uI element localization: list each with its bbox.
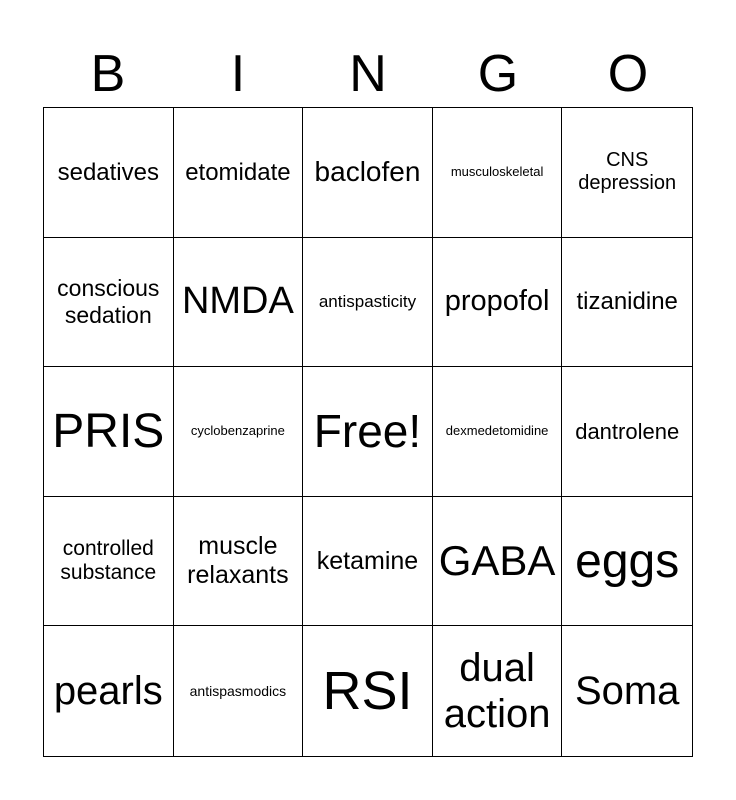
bingo-cell-r5c2[interactable]: antispasmodics (174, 626, 304, 756)
bingo-cell-r3c2[interactable]: cyclobenzaprine (174, 367, 304, 497)
bingo-cell-r2c4[interactable]: propofol (433, 238, 563, 368)
bingo-cell-r5c1[interactable]: pearls (44, 626, 174, 756)
bingo-cell-r4c1[interactable]: controlled substance (44, 497, 174, 627)
bingo-cell-r1c4[interactable]: musculoskeletal (433, 108, 563, 238)
header-letter-b: B (90, 45, 126, 103)
header-letter-g: G (477, 45, 519, 103)
bingo-cell-r1c3[interactable]: baclofen (303, 108, 433, 238)
bingo-cell-r2c2[interactable]: NMDA (174, 238, 304, 368)
bingo-cell-r1c1[interactable]: sedatives (44, 108, 174, 238)
bingo-cell-r3c5[interactable]: dantrolene (562, 367, 692, 497)
bingo-cell-r4c2[interactable]: muscle relaxants (174, 497, 304, 627)
bingo-cell-r4c5[interactable]: eggs (562, 497, 692, 627)
bingo-cell-r1c2[interactable]: etomidate (174, 108, 304, 238)
header-letter-n: N (349, 45, 387, 103)
bingo-cell-r1c5[interactable]: CNS depression (562, 108, 692, 238)
bingo-cell-r2c1[interactable]: conscious sedation (44, 238, 174, 368)
bingo-cell-r5c3[interactable]: RSI (303, 626, 433, 756)
bingo-cell-r5c4[interactable]: dual action (433, 626, 563, 756)
bingo-cell-r4c4[interactable]: GABA (433, 497, 563, 627)
bingo-cell-r2c3[interactable]: antispasticity (303, 238, 433, 368)
bingo-cell-r5c5[interactable]: Soma (574, 669, 680, 714)
bingo-board (43, 107, 693, 757)
bingo-cell-r3c3[interactable]: Free! (303, 367, 433, 497)
bingo-cell-r4c3[interactable]: ketamine (303, 497, 433, 627)
header-letter-o: O (607, 45, 649, 103)
header-letter-i: I (230, 45, 246, 103)
bingo-cell-r2c5[interactable]: tizanidine (562, 238, 692, 368)
bingo-header (43, 40, 693, 108)
bingo-cell-r3c1[interactable]: PRIS (44, 367, 174, 497)
bingo-cell-r3c4[interactable]: dexmedetomidine (433, 367, 563, 497)
